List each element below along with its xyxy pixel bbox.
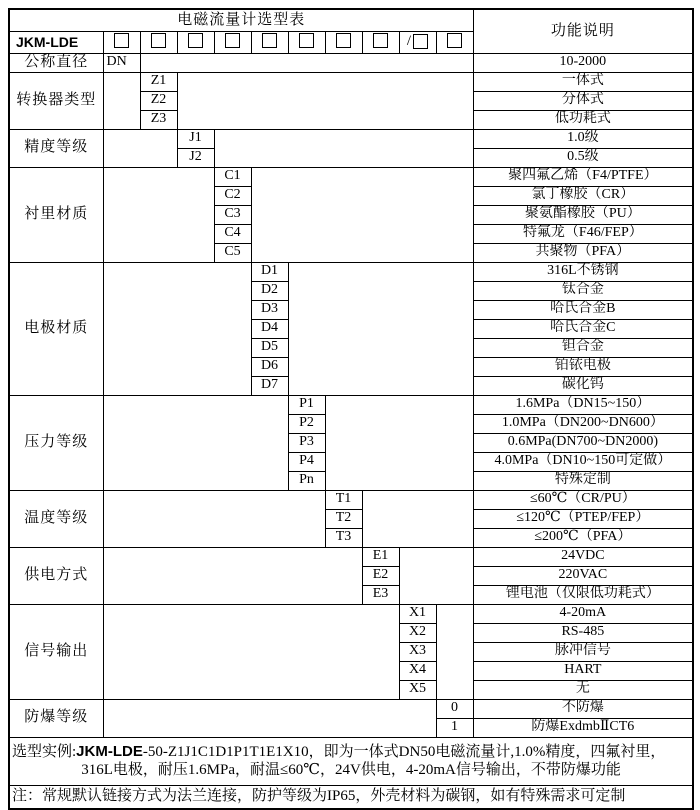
function-column-header: 功能说明	[473, 9, 693, 53]
code-cell: D6	[251, 357, 288, 376]
code-cell: J2	[177, 148, 214, 167]
blank-cell	[288, 262, 473, 395]
function-desc-cell: 哈氏合金B	[473, 300, 693, 319]
function-desc-cell: 10-2000	[473, 53, 693, 72]
selection-example	[9, 737, 693, 785]
code-cell: X3	[399, 642, 436, 661]
model-code-checkbox	[399, 31, 436, 53]
code-cell: 1	[436, 718, 473, 737]
code-cell: Pn	[288, 471, 325, 490]
code-cell: J1	[177, 129, 214, 148]
function-desc-cell: 4.0MPa（DN10~150可定做）	[473, 452, 693, 471]
function-desc-cell: 1.0级	[473, 129, 693, 148]
section-label: 精度等级	[9, 129, 103, 167]
example-prefix: 选型实例:	[12, 744, 77, 761]
code-cell: E3	[362, 585, 399, 604]
function-desc-cell: 316L不锈钢	[473, 262, 693, 281]
selection-table	[8, 8, 694, 810]
code-cell: Z3	[140, 110, 177, 129]
blank-cell	[103, 547, 362, 604]
model-code-checkbox	[214, 31, 251, 53]
blank-cell	[177, 72, 473, 129]
code-cell: X5	[399, 680, 436, 699]
section-label: 公称直径	[9, 53, 103, 72]
function-desc-cell: RS-485	[473, 623, 693, 642]
section-label: 衬里材质	[9, 167, 103, 262]
function-desc-cell: 无	[473, 680, 693, 699]
note-row: 注：常规默认链接方式为法兰连接，防护等级为IP65，外壳材料为碳钢，如有特殊需求可定制	[9, 785, 693, 809]
code-cell: E2	[362, 566, 399, 585]
table-title: 电磁流量计选型表	[9, 9, 473, 31]
checkbox-square-icon	[373, 33, 388, 48]
checkbox-square-icon	[447, 33, 462, 48]
blank-cell	[103, 129, 177, 167]
checkbox-square-icon	[262, 33, 277, 48]
code-cell: C4	[214, 224, 251, 243]
blank-cell	[362, 490, 473, 547]
model-prefix: JKM-LDE	[9, 31, 103, 53]
example-model: JKM-LDE	[76, 743, 143, 761]
checkbox-square-icon	[114, 33, 129, 48]
code-cell: P3	[288, 433, 325, 452]
function-desc-cell: 低功耗式	[473, 110, 693, 129]
code-cell: P2	[288, 414, 325, 433]
function-desc-cell: 铂铱电极	[473, 357, 693, 376]
section-label: 供电方式	[9, 547, 103, 604]
function-desc-cell: 锂电池（仅限低功耗式）	[473, 585, 693, 604]
checkbox-square-icon	[413, 34, 428, 49]
section-label: 信号输出	[9, 604, 103, 699]
function-desc-cell: ≤120℃（PTEP/FEP）	[473, 509, 693, 528]
blank-cell	[214, 129, 473, 167]
blank-cell	[399, 547, 473, 604]
code-cell: X1	[399, 604, 436, 623]
function-desc-cell: 钽合金	[473, 338, 693, 357]
checkbox-square-icon	[188, 33, 203, 48]
code-cell: D5	[251, 338, 288, 357]
code-cell: D4	[251, 319, 288, 338]
code-cell: P1	[288, 395, 325, 414]
blank-cell	[103, 604, 399, 699]
code-cell: D7	[251, 376, 288, 395]
model-code-checkbox	[140, 31, 177, 53]
function-desc-cell: 1.6MPa（DN15~150）	[473, 395, 693, 414]
function-desc-cell: 1.0MPa（DN200~DN600）	[473, 414, 693, 433]
slash-separator: /	[406, 33, 412, 50]
function-desc-cell: 氯丁橡胶（CR）	[473, 186, 693, 205]
function-desc-cell: 防爆ExdmbⅡCT6	[473, 718, 693, 737]
blank-cell	[436, 604, 473, 699]
blank-cell	[103, 699, 436, 737]
function-desc-cell: 聚四氟乙烯（F4/PTFE）	[473, 167, 693, 186]
section-label: 压力等级	[9, 395, 103, 490]
function-desc-cell: 共聚物（PFA）	[473, 243, 693, 262]
section-label: 电极材质	[9, 262, 103, 395]
code-cell: C3	[214, 205, 251, 224]
function-desc-cell: 不防爆	[473, 699, 693, 718]
model-code-checkbox	[436, 31, 473, 53]
blank-cell	[103, 167, 214, 262]
function-desc-cell: 哈氏合金C	[473, 319, 693, 338]
function-desc-cell: 4-20mA	[473, 604, 693, 623]
model-code-checkbox	[325, 31, 362, 53]
code-cell: E1	[362, 547, 399, 566]
code-cell: Z2	[140, 91, 177, 110]
example-line-2: 316L电极，耐压1.6MPa，耐温≤60℃，24V供电，4-20mA信号输出，不带防爆功能	[81, 761, 621, 778]
blank-cell	[325, 395, 473, 490]
checkbox-square-icon	[299, 33, 314, 48]
checkbox-square-icon	[151, 33, 166, 48]
function-desc-cell: ≤60℃（CR/PU）	[473, 490, 693, 509]
model-code-checkbox	[251, 31, 288, 53]
code-cell: D1	[251, 262, 288, 281]
code-cell: Z1	[140, 72, 177, 91]
function-desc-cell: 钛合金	[473, 281, 693, 300]
code-cell: C1	[214, 167, 251, 186]
code-cell: T2	[325, 509, 362, 528]
blank-cell	[103, 395, 288, 490]
section-label: 防爆等级	[9, 699, 103, 737]
function-desc-cell: 220VAC	[473, 566, 693, 585]
function-desc-cell: 分体式	[473, 91, 693, 110]
code-cell: DN	[103, 53, 140, 72]
function-desc-cell: 0.6MPa(DN700~DN2000)	[473, 433, 693, 452]
code-cell: X4	[399, 661, 436, 680]
code-cell: X2	[399, 623, 436, 642]
function-desc-cell: 0.5级	[473, 148, 693, 167]
blank-cell	[140, 53, 473, 72]
function-desc-cell: HART	[473, 661, 693, 680]
blank-cell	[103, 72, 140, 129]
model-code-checkbox	[288, 31, 325, 53]
function-desc-cell: 脉冲信号	[473, 642, 693, 661]
function-desc-cell: 聚氨酯橡胶（PU）	[473, 205, 693, 224]
blank-cell	[103, 490, 325, 547]
code-cell: P4	[288, 452, 325, 471]
code-cell: 0	[436, 699, 473, 718]
section-label: 温度等级	[9, 490, 103, 547]
function-desc-cell: 一体式	[473, 72, 693, 91]
blank-cell	[251, 167, 473, 262]
code-cell: D2	[251, 281, 288, 300]
function-desc-cell: ≤200℃（PFA）	[473, 528, 693, 547]
code-cell: C2	[214, 186, 251, 205]
model-code-checkbox	[177, 31, 214, 53]
code-cell: T1	[325, 490, 362, 509]
function-desc-cell: 特殊定制	[473, 471, 693, 490]
function-desc-cell: 碳化钨	[473, 376, 693, 395]
code-cell: D3	[251, 300, 288, 319]
blank-cell	[103, 262, 251, 395]
model-code-checkbox	[103, 31, 140, 53]
model-code-checkbox	[362, 31, 399, 53]
code-cell: T3	[325, 528, 362, 547]
example-rest: -50-Z1J1C1D1P1T1E1X10，即为一体式DN50电磁流量计,1.0%精度，四氟衬里，	[142, 744, 666, 761]
checkbox-square-icon	[336, 33, 351, 48]
function-desc-cell: 24VDC	[473, 547, 693, 566]
section-label: 转换器类型	[9, 72, 103, 129]
code-cell: C5	[214, 243, 251, 262]
function-desc-cell: 特氟龙（F46/FEP）	[473, 224, 693, 243]
checkbox-square-icon	[225, 33, 240, 48]
example-line-1	[10, 743, 692, 761]
